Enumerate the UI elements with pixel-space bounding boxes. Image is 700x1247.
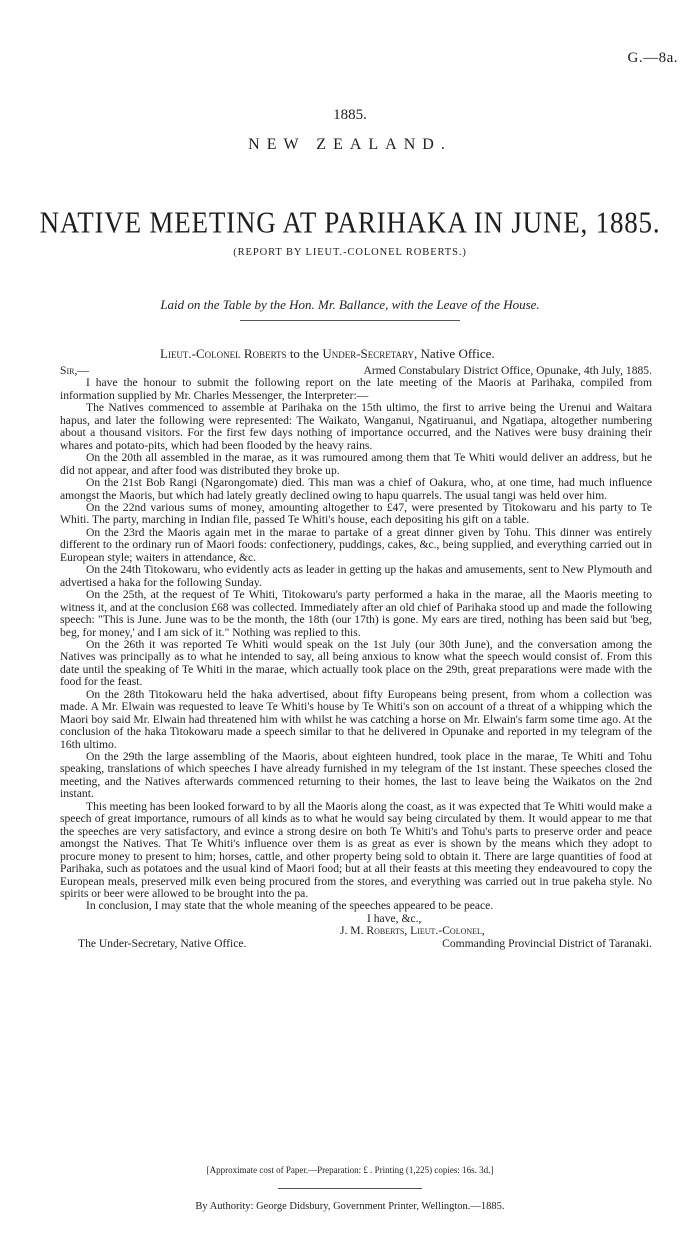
cost-footnote: [Approximate cost of Paper.—Preparation: £ . Printing (1,225) copies: 16s. 3d.]	[206, 1165, 494, 1175]
recipient: The Under-Secretary, Native Office.	[78, 936, 247, 950]
paragraph: On the 24th Titokowaru, who evidently acts as leader in getting up the hakas and amusements, sent to New Plymouth and advertised a haka for the following Sunday.	[60, 563, 652, 589]
divider-rule	[240, 320, 460, 321]
paper-reference: G.—8a.	[627, 50, 678, 66]
document-subtitle: (REPORT BY LIEUT.-COLONEL ROBERTS.)	[233, 247, 467, 258]
printer-imprint: By Authority: George Didsbury, Government Printer, Wellington.—1885.	[195, 1201, 505, 1212]
paragraph: In conclusion, I may state that the whole meaning of the speeches appeared to be peace.	[86, 899, 494, 913]
letter-to: Under-Secretary	[322, 346, 415, 361]
sender-address: Armed Constabulary District Office, Opunake, 4th July, 1885.	[363, 364, 652, 377]
letter-from: Lieut.-Colonel Roberts	[160, 346, 287, 361]
paragraph: On the 21st Bob Rangi (Ngarongomate) died. This man was a chief of Oakura, who, at one time, had much influence amongst the Maoris, but which had lately greatly declined owing to hapu quarrels. The usual tangi was held over him.	[60, 476, 652, 502]
signature-title-row	[60, 938, 652, 950]
laid-on-table-note: Laid on the Table by the Hon. Mr. Ballance, with the Leave of the House.	[160, 297, 540, 312]
letter-heading	[160, 346, 495, 362]
signature-name: J. M. Roberts, Lieut.-Colonel,	[340, 924, 485, 938]
document-title: NATIVE MEETING AT PARIHAKA IN JUNE, 1885.	[39, 205, 661, 240]
salutation-row	[60, 365, 652, 377]
paragraph: On the 23rd the Maoris again met in the marae to partake of a great dinner given by Tohu. This dinner was entirely different to the ordinary run of Maori foods: confectionery, puddings, cakes, &c., being supplied, and everything carried out in European style; waiters in attendance, &c.	[60, 525, 652, 564]
paragraph: On the 25th, at the request of Te Whiti, Titokowaru's party performed a haka in the marae, all the Maoris meeting to witness it, and at the conclusion £68 was collected. Immediately after an old chief of Parihaka stood up and made the following speech: "This is June. June was to be the month, the 18th (our 17th) is gone. My ears are tired, nothing has been said but 'beg, beg, for money,' and I am sick of it." Nothing was replied to this.	[60, 588, 652, 639]
paragraph: On the 22nd various sums of money, amounting altogether to £47, were presented by Titokowaru and his party to Te Whiti. The party, marching in Indian file, passed Te Whiti's house, each depositing his gift on a table.	[60, 500, 652, 527]
paragraph: The Natives commenced to assemble at Parihaka on the 15th ultimo, the first to arrive being the Urenui and Waitara hapus, and later the following were represented: The Waikato, Wanganui, Ngatiruanui, and Ngatiapa, altogether numbering about a thousand visitors. For the first few days nothing of importance occurred, and the Natives were busy draining their whares and potato-pits, which had been flooded by the heavy rains.	[60, 401, 652, 452]
letter-heading-to: to the	[289, 346, 320, 361]
paragraph: On the 20th all assembled in the marae, as it was rumoured among them that Te Whiti would deliver an address, but he did not appear, and after food was distributed they broke up.	[60, 451, 652, 477]
paragraph: I have the honour to submit the following report on the late meeting of the Maoris at Parihaka, compiled from information supplied by Mr. Charles Messenger, the Interpreter:—	[60, 376, 652, 402]
closing: I have, &c.,	[367, 911, 422, 925]
paragraph: On the 28th Titokowaru held the haka advertised, about fifty Europeans being present, from whom a collection was made. A Mr. Elwain was requested to leave Te Whiti's house by Te Whiti's son on account of a threat of a whipping which the Maori boy said Mr. Elwain had threatened him with whilst he was catching a horse on Mr. Elwain's farm some time ago. At the conclusion of the haka Titokowaru made a speech similar to that he delivered in Opunake and reported in my telegram of the 16th ultimo.	[60, 687, 652, 751]
footer-rule	[278, 1188, 422, 1189]
letter-body	[60, 365, 652, 950]
letter-department: , Native Office.	[414, 346, 495, 361]
paragraph: On the 29th the large assembling of the Maoris, about eighteen hundred, took place in the marae, Te Whiti and Tohu speaking, translations of which speeches I have already furnished in my telegram of the 1st instant. These speeches closed the meeting, and the Natives afterwards commenced returning to their homes, the last to leave being the Waikatos on the 2nd instant.	[60, 750, 652, 801]
signature-title: Commanding Provincial District of Taranaki.	[442, 936, 652, 950]
signature-name-row	[60, 925, 652, 937]
document-year: 1885.	[333, 107, 367, 123]
country-heading: NEW ZEALAND.	[248, 136, 452, 153]
paragraph: On the 26th it was reported Te Whiti would speak on the 1st July (our 30th June), and the conversation among the Natives was principally as to what he intended to say, all being anxious to know what the speech would consist of. From this date until the speaking of Te Whiti in the marae, which actually took place on the 29th, great preparations were made with the food for the feast.	[60, 637, 652, 689]
salutation: Sir,—	[60, 364, 89, 377]
paragraph: This meeting has been looked forward to by all the Maoris along the coast, as it was expected that Te Whiti would make a speech of great importance, rumours of all kinds as to what he would say being circulated by them. It would appear to me that the speeches are very satisfactory, and evince a strong desire on both Te Whiti's and Tohu's parts to preserve order and peace amongst the Natives. That Te Whiti's influence over them is as great as ever is shown by the means which they adopt to procure money to present to him; horses, cattle, and other property being sold to obtain it. There are large quantities of food at Parihaka, such as potatoes and the usual kind of Maori food; but at all their feasts at this meeting they endeavoured to copy the European meals, preserved milk even being procured from the stores, and everything was carried out in true pakeha style. No spirits or beer were allowed to be brought into the pa.	[60, 799, 652, 901]
